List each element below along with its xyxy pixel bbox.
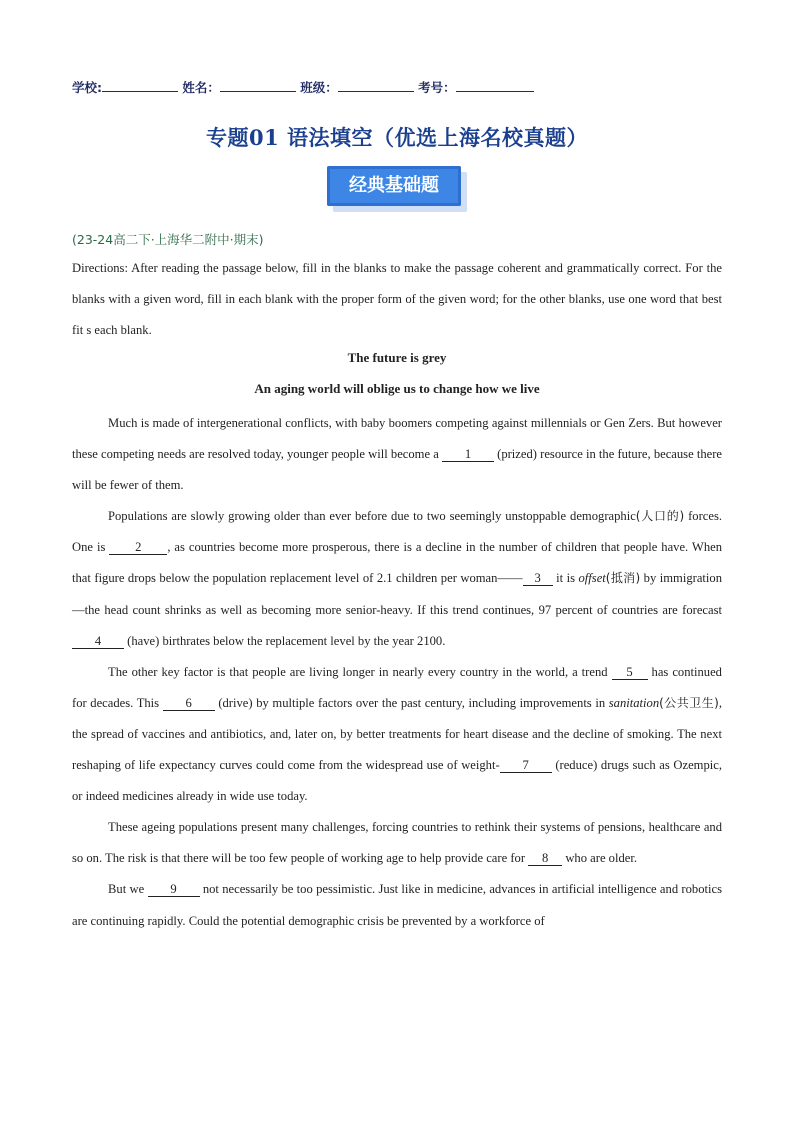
class-field[interactable] (338, 81, 414, 92)
blank-7[interactable]: 7 (500, 758, 552, 773)
italic-term: sanitation (608, 695, 660, 710)
text: who are older. (562, 851, 638, 866)
paragraph-2 (72, 501, 722, 656)
blank-9[interactable]: 9 (148, 882, 200, 897)
text: , the spread of vaccines and antibiotics, and, later on, by better treatments for heart disease and the decline of smoking. The next reshaping of life expectancy curves could come from the widespread use of weight- (72, 695, 722, 773)
student-info-header (72, 78, 534, 96)
exam-no-field[interactable] (456, 81, 534, 92)
paragraph-3 (72, 657, 722, 812)
blank-6[interactable]: 6 (163, 696, 215, 711)
badge-label: 经典基础题 (327, 166, 461, 206)
text: (drive) by multiple factors over the past century, including improvements in (214, 695, 609, 710)
chinese-gloss: (公共卫生) (659, 695, 719, 710)
paragraph-1 (72, 408, 722, 501)
passage-body (72, 408, 722, 937)
paragraph-5 (72, 874, 722, 936)
text: (have) birthrates below the replacement level by the year 2100. (124, 633, 446, 648)
text: has continued for decades. This (72, 664, 722, 710)
text: Populations are slowly growing older than ever before due to two seemingly unstoppable demographic (108, 509, 636, 524)
passage-heading: The future is grey (347, 350, 447, 365)
text: not necessarily be too pessimistic. Just like in medicine, advances in artificial intelligence and robotics are continuing rapidly. Could the potential demographic crisis be prevented by a workforce of (72, 882, 723, 928)
directions-text: Directions: After reading the passage below, fill in the blanks to make the passage coherent and grammatically correct. For the blanks with a given word, fill in each blank with the proper form of the given word; for the other blanks, use one word that best fit s each blank. (72, 261, 722, 338)
blank-1[interactable]: 1 (442, 447, 494, 462)
school-field[interactable] (102, 81, 178, 92)
blank-8[interactable]: 8 (528, 851, 562, 866)
blank-2[interactable]: 2 (109, 540, 167, 555)
text: , as countries become more prosperous, there is a decline in the number of children that people have. When that figure drops below the population replacement level of 2.1 children per woman—— (72, 540, 722, 586)
question-source: (23-24高二下·上海华二附中·期末) (72, 232, 264, 247)
section-badge (327, 166, 469, 214)
page-title: 专题01 语法填空（优选上海名校真题） (205, 125, 589, 150)
chinese-gloss: (人口的) (635, 509, 685, 524)
name-field[interactable] (220, 81, 296, 92)
exam-no-label: 考号： (418, 80, 456, 95)
text: Much is made of intergenerational conflicts, with baby boomers competing against millennials or Gen Zers. But however these competing needs are resolved today, younger people will become a (72, 416, 722, 462)
text: (prized) resource in the future, because there will be fewer of them. (72, 447, 722, 493)
text: forces. One is (72, 509, 723, 555)
chinese-gloss: (抵消) (605, 571, 641, 586)
paragraph-4 (72, 812, 722, 874)
text: by immigration —the head count shrinks as well as becoming more senior-heavy. If this trend continues, 97 percent of countries are forecast (72, 571, 722, 617)
blank-5[interactable]: 5 (612, 665, 648, 680)
class-label: 班级： (300, 80, 338, 95)
school-label: 学校: (72, 80, 102, 95)
text: The other key factor is that people are living longer in nearly every country in the world, a trend (108, 664, 612, 679)
passage-subheading: An aging world will oblige us to change how we live (254, 381, 540, 396)
blank-3[interactable]: 3 (523, 571, 553, 586)
text: But we (108, 882, 148, 897)
text: (reduce) drugs such as Ozempic, or indeed medicines already in wide use today. (72, 758, 722, 804)
text: These ageing populations present many challenges, forcing countries to rethink their systems of pensions, healthcare and so on. The risk is that there will be too few people of working age to help provide care for (72, 820, 722, 866)
text: it is (552, 571, 579, 586)
name-label: 姓名： (182, 80, 220, 95)
italic-term: offset (578, 571, 606, 586)
blank-4[interactable]: 4 (72, 634, 124, 649)
